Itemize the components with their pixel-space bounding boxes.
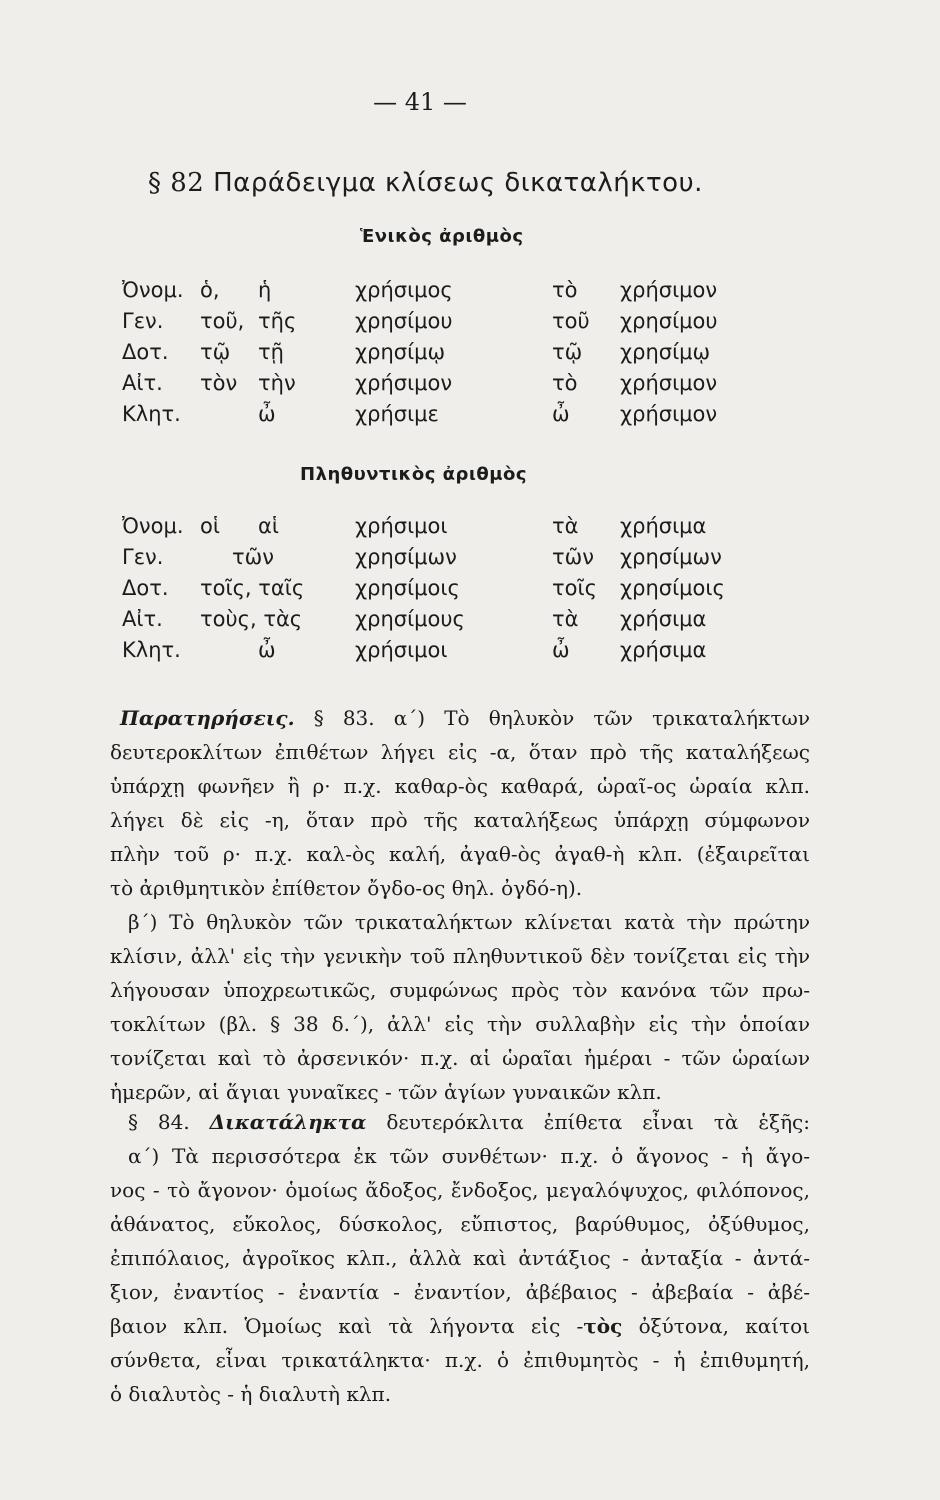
neuter-form: χρήσιμον <box>620 278 718 302</box>
declension-row <box>0 402 940 432</box>
case-label: Αἰτ. <box>122 371 163 395</box>
text-line: β΄) Τὸ θηλυκὸν τῶν τρικαταλήκτων κλίνεται κατὰ τὴν πρώτην <box>128 910 810 934</box>
declension-row <box>0 545 940 575</box>
case-label: Γεν. <box>122 545 164 569</box>
declension-row <box>0 278 940 308</box>
text-line: ὁ διαλυτὸς - ἡ διαλυτὴ κλπ. <box>110 1382 392 1406</box>
neuter-article: ὦ <box>552 638 570 662</box>
text-line: λήγουσαν ὑποχρεωτικῶς, συμφώνως πρὸς τὸν κανόνα τῶν πρω- <box>110 978 810 1002</box>
text-line: λήγει δὲ εἰς -η, ὅταν πρὸ τῆς καταλήξεως ὑπάρχῃ σύμφωνον <box>110 808 810 832</box>
case-label: Ὀνομ. <box>122 514 184 538</box>
text-line: πλὴν τοῦ ρ· π.χ. καλ-ὸς καλή, ἀγαθ-ὸς ἀγαθ-ὴ κλπ. (ἐξαιρεῖται <box>110 842 810 866</box>
adjective-form: χρήσιμε <box>355 402 439 426</box>
adjective-form: χρησίμῳ <box>355 340 446 364</box>
neuter-article: τοῦ <box>552 309 590 333</box>
text-line: βαιον κλπ. Ὁμοίως καὶ τὰ λήγοντα εἰς -τὸς ὀξύτονα, καίτοι <box>110 1314 811 1338</box>
section-84-label: Δικατάληκτα <box>209 1110 367 1134</box>
neuter-article: τὸ <box>552 371 578 395</box>
declension-row <box>0 638 940 668</box>
text-line: δευτεροκλίτων ἐπιθέτων λήγει εἰς -α, ὅταν πρὸ τῆς καταλήξεως <box>110 740 810 764</box>
observations-label: Παρατηρήσεις. <box>120 706 295 730</box>
article: αἱ <box>258 514 279 538</box>
case-label: Γεν. <box>122 309 164 333</box>
text-line: ἡμερῶν, αἱ ἅγιαι γυναῖκες - τῶν ἁγίων γυναικῶν κλπ. <box>110 1080 662 1104</box>
section-84-paragraph <box>110 1105 810 1411</box>
text-line: τὸ ἀριθμητικὸν ἐπίθετον ὄγδο-ος θηλ. ὀγδό-η). <box>110 876 583 900</box>
text-line: σύνθετα, εἶναι τρικατάληκτα· π.χ. ὁ ἐπιθυμητὸς - ἡ ἐπιθυμητή, <box>110 1348 810 1372</box>
text-line: ὑπάρχῃ φωνῆεν ἢ ρ· π.χ. καθαρ-ὸς καθαρά, ὡραῖ-ος ὡραία κλπ. <box>110 774 810 798</box>
neuter-form: χρήσιμον <box>620 371 718 395</box>
neuter-article: τῶν <box>552 545 594 569</box>
text-line: ἀθάνατος, εὔκολος, δύσκολος, εὔπιστος, βαρύθυμος, ὀξύθυμος, <box>110 1212 810 1236</box>
article: τῇ <box>258 340 284 364</box>
adjective-form: χρήσιμον <box>355 371 453 395</box>
singular-title: Ἑνικὸς ἀριθμὸς <box>360 226 524 247</box>
section-heading <box>148 168 703 198</box>
case-label: Δοτ. <box>122 576 169 600</box>
case-label: Ὀνομ. <box>122 278 184 302</box>
adjective-form: χρησίμων <box>355 545 457 569</box>
article: τοῦ, <box>200 309 245 333</box>
neuter-form: χρήσιμον <box>620 402 718 426</box>
text-line: § 84. Δικατάληκτα δευτερόκλιτα ἐπίθετα εἶναι τὰ ἑξῆς: <box>128 1110 810 1134</box>
text-line: ἐπιπόλαιος, ἀγροῖκος κλπ., ἀλλὰ καὶ ἀντάξιος - ἀνταξία - ἀντά- <box>110 1246 810 1270</box>
declension-row <box>0 340 940 370</box>
case-label: Δοτ. <box>122 340 169 364</box>
section-number: 82 <box>170 168 205 198</box>
article: τῶν <box>232 545 274 569</box>
case-label: Αἰτ. <box>122 607 163 631</box>
declension-row <box>0 607 940 637</box>
adjective-form: χρήσιμοι <box>355 638 448 662</box>
article: ὦ <box>258 402 276 426</box>
declension-row <box>0 514 940 544</box>
text-line: α΄) Τὰ περισσότερα ἐκ τῶν συνθέτων· π.χ. ὁ ἄγονος - ἡ ἄγο- <box>128 1144 810 1168</box>
text-line: ξιον, ἐναντίος - ἐναντία - ἐναντίον, ἀβέβαιος - ἀβεβαία - ἀβέ- <box>110 1280 810 1304</box>
neuter-article: τοῖς <box>552 576 597 600</box>
text-line: τονίζεται καὶ τὸ ἀρσενικόν· π.χ. αἱ ὡραῖαι ἡμέραι - τῶν ὡραίων <box>110 1046 810 1070</box>
neuter-article: τῷ <box>552 340 583 364</box>
adjective-form: χρησίμους <box>355 607 465 631</box>
adjective-form: χρησίμου <box>355 309 453 333</box>
text-line: τοκλίτων (βλ. § 38 δ.΄), ἀλλ' εἰς τὴν συλλαβὴν εἰς τὴν ὁποίαν <box>110 1012 810 1036</box>
text-line: Παρατηρήσεις. § 83. α΄) Τὸ θηλυκὸν τῶν τρικαταλήκτων <box>120 706 810 730</box>
neuter-form: χρήσιμα <box>620 607 707 631</box>
neuter-article: ὦ <box>552 402 570 426</box>
neuter-article: τὰ <box>552 607 579 631</box>
article: τῆς <box>258 309 297 333</box>
section-symbol: § <box>148 168 162 198</box>
declension-row <box>0 576 940 606</box>
article: ἡ <box>258 278 272 302</box>
declension-row <box>0 371 940 401</box>
neuter-form: χρησίμων <box>620 545 722 569</box>
case-label: Κλητ. <box>122 402 181 426</box>
text-line: νος - τὸ ἄγονον· ὁμοίως ἄδοξος, ἔνδοξος, μεγαλόψυχος, φιλόπονος, <box>110 1178 810 1202</box>
neuter-article: τὰ <box>552 514 579 538</box>
suffix-emphasis: τὸς <box>583 1314 623 1338</box>
adjective-form: χρήσιμος <box>355 278 453 302</box>
neuter-form: χρησίμοις <box>620 576 725 600</box>
observations-paragraph <box>110 701 810 1109</box>
neuter-article: τὸ <box>552 278 578 302</box>
article: τῷ <box>200 340 231 364</box>
neuter-form: χρήσιμα <box>620 514 707 538</box>
case-label: Κλητ. <box>122 638 181 662</box>
adjective-form: χρησίμοις <box>355 576 460 600</box>
article: τοῖς, ταῖς <box>200 576 305 600</box>
article: τὸν <box>200 371 238 395</box>
page-number: — 41 — <box>373 88 467 116</box>
article: τοὺς, τὰς <box>200 607 303 631</box>
neuter-form: χρησίμῳ <box>620 340 711 364</box>
neuter-form: χρησίμου <box>620 309 718 333</box>
section-title: Παράδειγμα κλίσεως δικαταλήκτου. <box>213 168 703 198</box>
article: ὦ <box>258 638 276 662</box>
text-line: κλίσιν, ἀλλ' εἰς τὴν γενικὴν τοῦ πληθυντικοῦ δὲν τονίζεται εἰς τὴν <box>110 944 810 968</box>
declension-row <box>0 309 940 339</box>
article: οἱ <box>200 514 220 538</box>
plural-title: Πληθυντικὸς ἀριθμὸς <box>300 464 528 485</box>
adjective-form: χρήσιμοι <box>355 514 448 538</box>
article: τὴν <box>258 371 296 395</box>
neuter-form: χρήσιμα <box>620 638 707 662</box>
article: ὁ, <box>200 278 220 302</box>
